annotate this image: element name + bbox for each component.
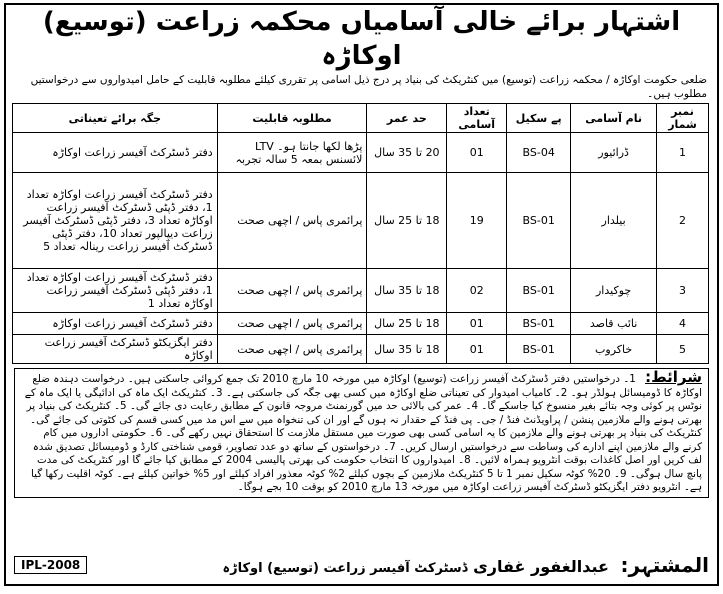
interview-note: انٹرویو دفتر ایگزیکٹو ڈسٹرکٹ آفیسر زراعت اوکاڑہ میں مورخہ 13 مارچ 2010 کو بوقت 10 بجے ہوگا۔ bbox=[237, 481, 681, 493]
col-age: حد عمر bbox=[367, 104, 447, 133]
cell-qualification: پرائمری پاس / اچھی صحت bbox=[217, 335, 367, 364]
cell-posting-place: دفتر ڈسٹرکٹ آفیسر زراعت اوکاڑہ bbox=[13, 133, 218, 173]
cell-scale: BS-01 bbox=[507, 313, 571, 335]
terms-section bbox=[14, 368, 709, 498]
cell-serial: 4 bbox=[657, 313, 709, 335]
signature-block bbox=[14, 552, 709, 578]
table-row bbox=[13, 133, 709, 173]
advertisement-page bbox=[4, 3, 719, 586]
cell-count: 01 bbox=[447, 133, 507, 173]
cell-scale: BS-01 bbox=[507, 335, 571, 364]
cell-scale: BS-01 bbox=[507, 269, 571, 313]
cell-qualification: پرائمری پاس / اچھی صحت bbox=[217, 269, 367, 313]
cell-posting-place: دفتر ڈسٹرکٹ آفیسر زراعت اوکاڑہ تعداد 1، دفتر ڈپٹی ڈسٹرکٹ آفیسر زراعت اوکاڑہ تعداد 3، دفتر ڈپٹی ڈسٹرکٹ آفیسر زراعت دیپالپور تعداد 10، دفتر ڈپٹی ڈسٹرکٹ آفیسر زراعت رینالہ تعداد 5 bbox=[13, 173, 218, 269]
advertiser-line bbox=[222, 553, 709, 577]
term-item: 7۔ درخواستوں کے ساتھ دو عدد تصاویر، قومی شناختی کارڈ و ڈومیسائل تصدیق شدہ لف کریں اور اصل کاغذات بوقت انٹرویو ہمراہ لائیں۔ bbox=[32, 440, 702, 466]
table-row bbox=[13, 269, 709, 313]
col-posting-place: جگہ برائے تعیناتی bbox=[13, 104, 218, 133]
col-scale: پے سکیل bbox=[507, 104, 571, 133]
cell-serial: 3 bbox=[657, 269, 709, 313]
cell-age: 18 تا 35 سال bbox=[367, 269, 447, 313]
table-row bbox=[13, 173, 709, 269]
term-item: 1۔ درخواستیں دفتر ڈسٹرکٹ آفیسر زراعت (توسیع) اوکاڑہ میں مورخہ 10 مارچ 2010 تک جمع کروائی جاسکتی ہیں۔ درخواست دہندہ ضلع اوکاڑہ کا ڈومیسائل ہولڈر ہو۔ bbox=[32, 373, 702, 399]
reference-number: IPL-2008 bbox=[14, 556, 87, 574]
cell-count: 01 bbox=[447, 335, 507, 364]
cell-serial: 2 bbox=[657, 173, 709, 269]
ad-headline: اشتہار برائے خالی آسامیاں محکمہ زراعت (توسیع) اوکاڑہ bbox=[42, 7, 681, 71]
cell-serial: 5 bbox=[657, 335, 709, 364]
cell-posting-place: دفتر ڈسٹرکٹ آفیسر زراعت اوکاڑہ bbox=[13, 313, 218, 335]
cell-age: 20 تا 35 سال bbox=[367, 133, 447, 173]
cell-post: بیلدار bbox=[571, 173, 657, 269]
cell-post: چوکیدار bbox=[571, 269, 657, 313]
term-item: 9۔ 20% کوٹہ سکیل نمبر 1 تا 5 کنٹریکٹ ملازمین کے بچوں کیلئے 2% کوٹہ معذور افراد کیلئے اور 5% خواتین کیلئے ہے۔ کوٹہ اقلیت رکھا گیا ہے۔ bbox=[31, 467, 702, 493]
col-qualification: مطلوبہ قابلیت bbox=[217, 104, 367, 133]
term-item: 3۔ کنٹریکٹ ایک ماہ کی ادائیگی یا ایک ماہ کے نوٹس پر کوئی وجہ بتائے بغیر منسوخ کیا جاسکے گا۔ bbox=[24, 386, 702, 412]
cell-age: 18 تا 35 سال bbox=[367, 335, 447, 364]
cell-posting-place: دفتر ڈسٹرکٹ آفیسر زراعت اوکاڑہ تعداد 1، دفتر ڈپٹی ڈسٹرکٹ آفیسر زراعت اوکاڑہ تعداد 1 bbox=[13, 269, 218, 313]
cell-scale: BS-01 bbox=[507, 173, 571, 269]
term-item: 8۔ امیدواروں کا انتخاب حکومت کی بھرتی پالیسی 2004 کے مطابق کیا جائے گا اور کنٹریکٹ کی مدت پانچ سال ہوگی۔ bbox=[36, 454, 702, 480]
col-serial: نمبر شمار bbox=[657, 104, 709, 133]
advertiser-name: عبدالغفور غفاری bbox=[473, 557, 609, 576]
term-item: 2۔ کامیاب امیدوار کی تعیناتی ضلع اوکاڑہ میں کسی بھی جگہ کی جاسکتی ہے۔ bbox=[225, 386, 568, 399]
col-count: تعداد آسامی bbox=[447, 104, 507, 133]
cell-post: خاکروب bbox=[571, 335, 657, 364]
cell-count: 19 bbox=[447, 173, 507, 269]
cell-count: 01 bbox=[447, 313, 507, 335]
ad-intro: ضلعی حکومت اوکاڑہ / محکمہ زراعت (توسیع) میں کنٹریکٹ کی بنیاد پر درج ذیل اسامی پر تقرری کیلئے مطلوبہ قابلیت کے حامل امیدواروں سے درخواستیں مطلوب ہیں۔ bbox=[30, 74, 707, 100]
cell-post: ڈرائیور bbox=[571, 133, 657, 173]
cell-serial: 1 bbox=[657, 133, 709, 173]
col-post: نام آسامی bbox=[571, 104, 657, 133]
cell-count: 02 bbox=[447, 269, 507, 313]
cell-qualification: پڑھا لکھا جانتا ہو۔ LTV لائسنس بمعہ 5 سالہ تجربہ bbox=[217, 133, 367, 173]
term-item: 4۔ عمر کی بالائی حد میں گورنمنٹ مروجہ قانون کے مطابق رعایت دی جائے گی۔ bbox=[129, 400, 479, 412]
cell-qualification: پرائمری پاس / اچھی صحت bbox=[217, 173, 367, 269]
advertiser-title: ڈسٹرکٹ آفیسر زراعت (توسیع) اوکاڑہ bbox=[222, 561, 468, 576]
cell-age: 18 تا 25 سال bbox=[367, 173, 447, 269]
cell-qualification: پرائمری پاس / اچھی صحت bbox=[217, 313, 367, 335]
table-row bbox=[13, 313, 709, 335]
table-row bbox=[13, 335, 709, 364]
term-item: 5۔ کنٹریکٹ کی بنیاد پر بھرتی ہونے والے ملازمین پنشن / پراویڈنٹ فنڈ / جی۔ پی فنڈ کے حقدار نہ ہوں گے اور ان کی تنخواہ میں سے اس مد میں کسی قسم کی کٹوتی کی جائے گی۔ کنٹریکٹ کی بنیاد پر بھرتی ہونے والے ملازمین کا یہ اسامی کسی بھی صورت میں مستقل ملازمت کا استحقاق نہیں رکھے گی۔ bbox=[26, 400, 702, 439]
cell-age: 18 تا 25 سال bbox=[367, 313, 447, 335]
terms-heading: شرائط: bbox=[645, 368, 702, 386]
table-header-row bbox=[13, 104, 709, 133]
cell-scale: BS-04 bbox=[507, 133, 571, 173]
advertiser-label: المشتہر: bbox=[620, 553, 709, 577]
term-item: 6۔ حکومتی اداروں میں کام کرنے والے ملازمین اپنے ادارے کی وساطت سے درخواستیں ارسال کریں۔ bbox=[43, 427, 702, 453]
cell-posting-place: دفتر ایگزیکٹو ڈسٹرکٹ آفیسر زراعت اوکاڑہ bbox=[13, 335, 218, 364]
vacancies-table bbox=[12, 103, 709, 364]
cell-post: نائب قاصد bbox=[571, 313, 657, 335]
